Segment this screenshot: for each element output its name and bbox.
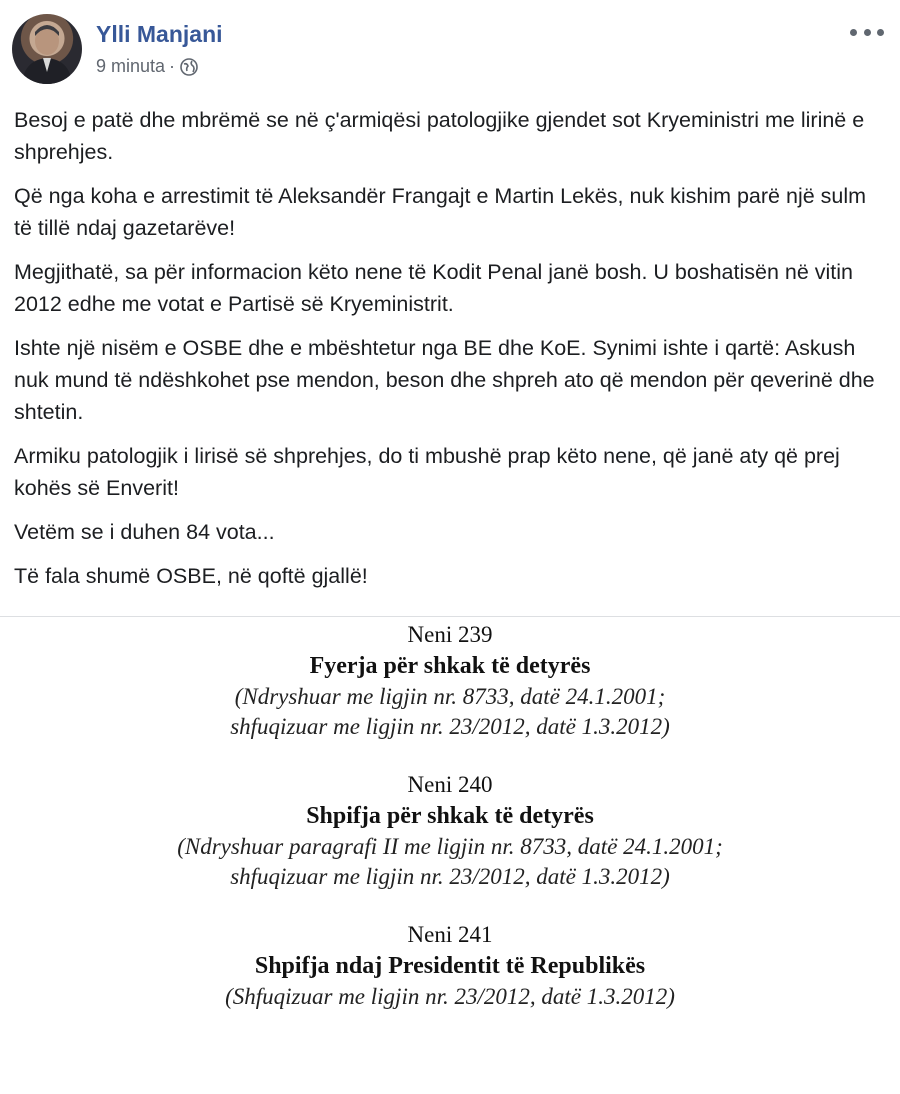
more-options-icon[interactable]: [850, 22, 884, 42]
article-note: (Ndryshuar paragrafi II me ligjin nr. 8733, datë 24.1.2001;: [177, 834, 723, 859]
article-title: Shpifja për shkak të detyrës: [306, 803, 594, 829]
post-paragraph: Armiku patologjik i lirisë së shprehjes, do ti mbushë prap këto nene, që janë aty që prej kohës së Enverit!: [14, 444, 840, 500]
article-number: Neni 240: [407, 772, 493, 797]
post-time-row: [96, 56, 223, 77]
post-paragraph: Megjithatë, sa për informacion këto nene të Kodit Penal janë bosh. U boshatisën në vitin 2012 edhe me votat e Partisë së Kryeministrit.: [14, 260, 854, 316]
meta-separator: ·: [169, 56, 176, 76]
article-note: (Ndryshuar me ligjin nr. 8733, datë 24.1.2001;: [234, 684, 666, 709]
more-dot: [850, 29, 857, 36]
more-dot: [864, 29, 871, 36]
article-number: Neni 241: [407, 922, 493, 947]
article-note: (Shfuqizuar me ligjin nr. 23/2012, datë 1.3.2012): [225, 984, 675, 1009]
post-paragraph: Vetëm se i duhen 84 vota...: [14, 520, 275, 544]
post-paragraph: Ishte një nisëm e OSBE dhe e mbështetur nga BE dhe KoE. Synimi ishte i qartë: Askush nuk mund të ndëshkohet pse mendon, beson dhe shpreh ato që mendon për qeverinë dhe shtetin.: [14, 336, 875, 424]
author-name-link[interactable]: Ylli Manjani: [96, 21, 223, 47]
image-divider: [0, 616, 900, 617]
post-meta: [96, 14, 223, 77]
article-note: shfuqizuar me ligjin nr. 23/2012, datë 1.3.2012): [230, 714, 670, 739]
post-paragraph: Të fala shumë OSBE, në qoftë gjallë!: [14, 564, 368, 588]
article-title: Fyerja për shkak të detyrës: [309, 653, 591, 679]
law-excerpt-image[interactable]: [0, 620, 900, 1040]
post-paragraph: Që nga koha e arrestimit të Aleksandër Frangajt e Martin Lekës, nuk kishim parë një sulm të tillë ndaj gazetarëve!: [14, 184, 867, 240]
article-title: Shpifja ndaj Presidentit të Republikës: [254, 953, 646, 979]
post-paragraph: Besoj e patë dhe mbrëmë se në ç'armiqësi patologjike gjendet sot Kryeministri me lirinë e shprehjes.: [14, 108, 865, 164]
avatar-image: [12, 14, 82, 84]
article-number: Neni 239: [407, 622, 493, 647]
law-article: [0, 770, 900, 892]
article-note: shfuqizuar me ligjin nr. 23/2012, datë 1.3.2012): [230, 864, 670, 889]
globe-icon[interactable]: [180, 58, 198, 76]
avatar[interactable]: [12, 14, 82, 84]
post-text: [14, 104, 884, 604]
more-dot: [877, 29, 884, 36]
law-article: [0, 920, 900, 1012]
post-header: [12, 14, 223, 84]
law-article: [0, 620, 900, 742]
post-timestamp[interactable]: 9 minuta: [96, 56, 166, 76]
